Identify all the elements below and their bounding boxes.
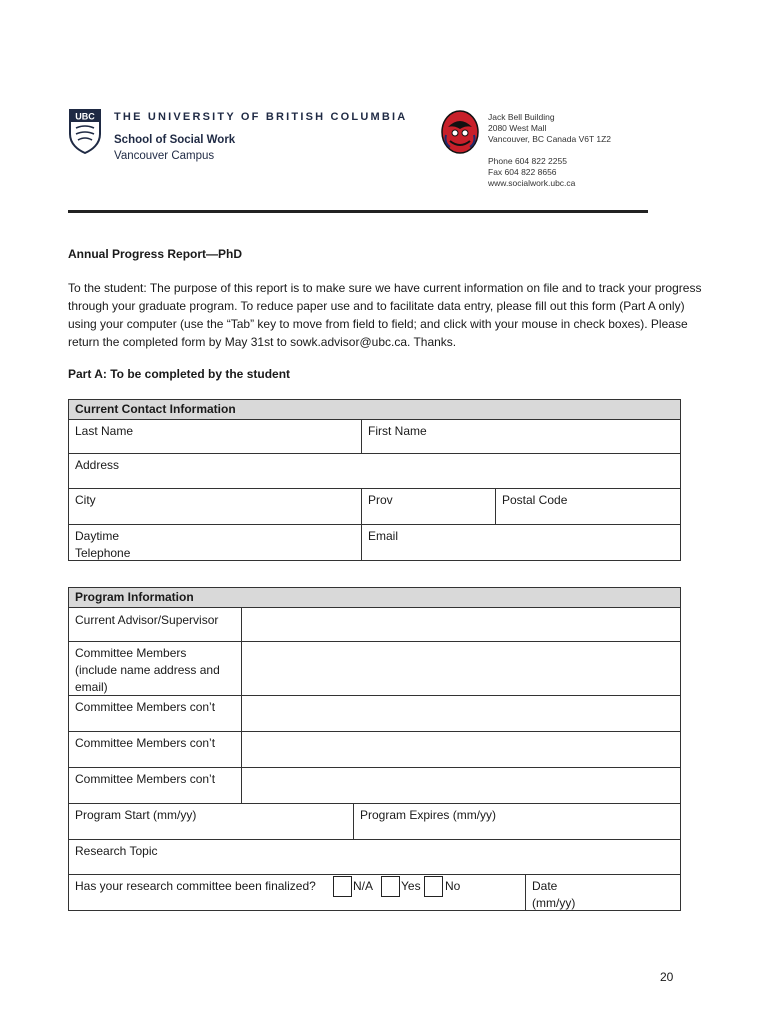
- part-a-heading: Part A: To be completed by the student: [68, 367, 291, 381]
- header-divider: [68, 210, 648, 213]
- first-name-field[interactable]: First Name: [368, 424, 427, 438]
- contact-block: [488, 156, 575, 189]
- university-name: THE UNIVERSITY OF BRITISH COLUMBIA: [114, 111, 408, 123]
- campus-name: Vancouver Campus: [114, 150, 215, 162]
- committee-cont-label: Committee Members con’t: [75, 772, 216, 786]
- social-work-emblem-icon: [440, 109, 480, 155]
- address-block: [488, 112, 611, 145]
- committee-cont-label: Committee Members con’t: [75, 700, 216, 714]
- date-format-label: (mm/yy): [532, 896, 576, 910]
- intro-paragraph: To the student: The purpose of this report is to make sure we have current information on file and to track your progress through your graduate program. To reduce paper use and to facilitate data entry, please fill out this form (Part A only) using your computer (use the “Tab” key to move from field to field; and click with your mouse in check boxes). Please return the completed form by May 31st to sowk.advisor@ubc.ca. Thanks.: [68, 281, 702, 349]
- email-field[interactable]: Email: [368, 529, 399, 543]
- committee-members-label: [69, 643, 241, 698]
- daytime-telephone-field[interactable]: [69, 526, 361, 564]
- city-field[interactable]: City: [75, 493, 96, 507]
- committee-line-1: Committee Members: [75, 646, 187, 660]
- advisor-input[interactable]: [242, 609, 680, 641]
- phone-text: Phone 604 822 2255: [488, 156, 567, 166]
- yes-label: Yes: [401, 879, 421, 893]
- program-table-header: Program Information: [69, 588, 680, 608]
- committee-members-input[interactable]: [242, 642, 680, 695]
- page-number: 20: [660, 970, 674, 984]
- address-line: 2080 West Mall: [488, 123, 547, 133]
- committee-cont-input[interactable]: [242, 768, 680, 803]
- program-expires-field[interactable]: Program Expires (mm/yy): [360, 808, 497, 822]
- last-name-field[interactable]: Last Name: [75, 424, 134, 438]
- contact-table-header: Current Contact Information: [69, 400, 680, 420]
- school-name: School of Social Work: [114, 134, 236, 146]
- telephone-label: Telephone: [75, 546, 131, 560]
- address-line: Jack Bell Building: [488, 112, 555, 122]
- research-topic-field[interactable]: Research Topic: [75, 844, 158, 858]
- committee-cont-label: Committee Members con’t: [75, 736, 216, 750]
- prov-field[interactable]: Prov: [368, 493, 393, 507]
- postal-code-field[interactable]: Postal Code: [502, 493, 568, 507]
- date-label: Date: [532, 879, 558, 893]
- page-title: Annual Progress Report—PhD: [68, 247, 243, 261]
- web-text: www.socialwork.ubc.ca: [488, 178, 576, 188]
- committee-line-2: (include name address and: [75, 663, 220, 677]
- contact-table: [68, 399, 681, 561]
- ubc-logo-text: UBC: [75, 111, 95, 122]
- daytime-label: Daytime: [75, 529, 120, 543]
- ubc-logo: [68, 108, 102, 154]
- no-label: No: [445, 879, 461, 893]
- committee-cont-input[interactable]: [242, 696, 680, 731]
- advisor-label: Current Advisor/Supervisor: [75, 613, 219, 627]
- program-table: [68, 587, 681, 911]
- address-line: Vancouver, BC Canada V6T 1Z2: [488, 134, 612, 144]
- committee-finalized-label: Has your research committee been finalized?: [75, 879, 316, 893]
- committee-line-3: email): [75, 680, 108, 694]
- fax-text: Fax 604 822 8656: [488, 167, 557, 177]
- program-start-field[interactable]: Program Start (mm/yy): [75, 808, 197, 822]
- date-field[interactable]: [526, 876, 680, 914]
- address-field[interactable]: Address: [75, 458, 120, 472]
- committee-cont-input[interactable]: [242, 732, 680, 767]
- na-label: N/A: [353, 879, 374, 893]
